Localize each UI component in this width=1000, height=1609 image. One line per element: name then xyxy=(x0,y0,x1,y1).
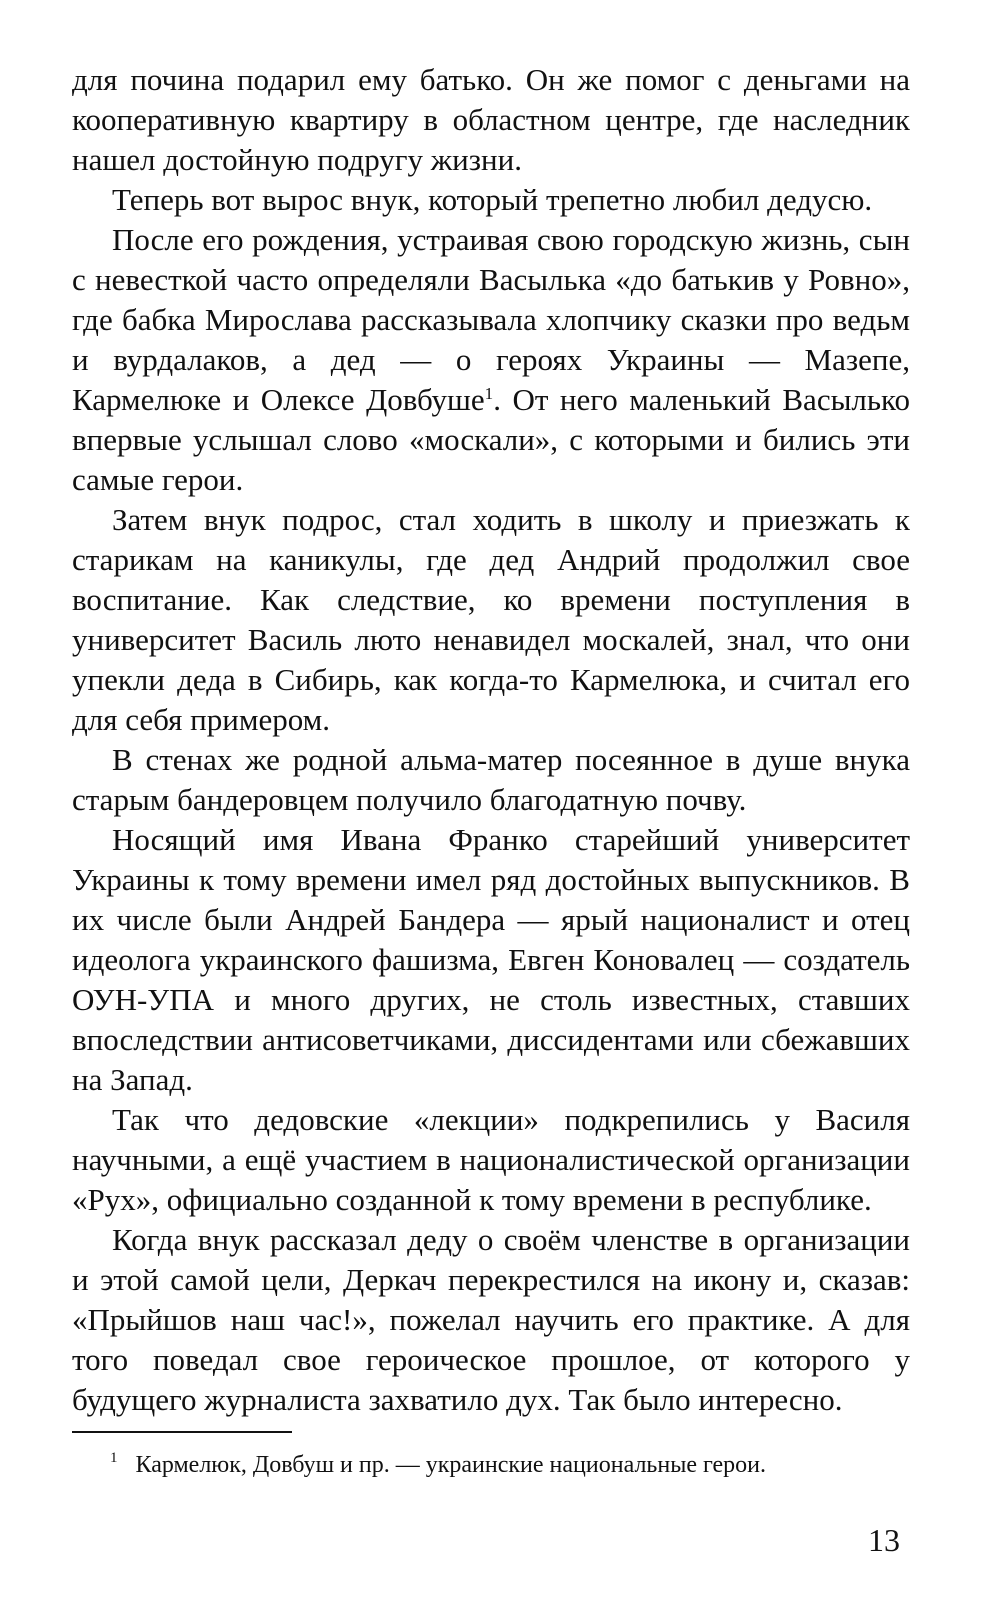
paragraph: Носящий имя Ивана Франко старейший университет Украины к тому времени имел ряд достойных выпускников. В их числе были Андрей Бандера — ярый националист и отец идеолога украинского фашизма, Евген Коновалец — создатель ОУН-УПА и много других, не столь известных, ставших впоследствии антисоветчиками, диссидентами или сбежавших на Запад. xyxy=(72,822,910,1097)
paragraph: для почина подарил ему батько. Он же помог с деньгами на кооперативную квартиру в областном центре, где наследник нашел достойную подругу жизни. xyxy=(72,62,910,177)
paragraph: В стенах же родной альма-матер посеянное в душе внука старым бандеровцем получило благодатную почву. xyxy=(72,742,910,817)
paragraph: Затем внук подрос, стал ходить в школу и приезжать к старикам на каникулы, где дед Андрий продолжил свое воспитание. Как следствие, ко времени поступления в университет Василь люто ненавидел москалей, знал, что они упекли деда в Сибирь, как когда-то Кармелюка, и считал его для себя примером. xyxy=(72,502,910,737)
footnote-marker: 1 xyxy=(110,1450,118,1466)
paragraph: Теперь вот вырос внук, который трепетно любил дедусю. xyxy=(112,182,873,217)
footnote-text: Кармелюк, Довбуш и пр. — украинские национальные герои. xyxy=(135,1452,767,1478)
footnote-divider xyxy=(72,1431,292,1433)
paragraph-part: После его рождения, устраивая свою городскую жизнь, сын с невесткой часто определяли Васылька «до батькив у Ровно», где бабка Мирослава рассказывала хлопчику сказки про ведьм и вурдалаков, а дед — о героях Украины — Мазепе, Кармелюке и Олексе Довбуше xyxy=(72,222,910,417)
footnote xyxy=(110,1443,766,1480)
page-number: 13 xyxy=(868,1522,900,1558)
paragraph: Так что дедовские «лекции» подкрепились у Василя научными, а ещё участием в националистической организации «Рух», официально созданной к тому времени в республике. xyxy=(72,1102,910,1217)
paragraph: Когда внук рассказал деду о своём членстве в организации и этой самой цели, Деркач перекрестился на икону и, сказав: «Прыйшов наш час!», пожелал научить его практике. А для того поведал свое героическое прошлое, от которого у будущего журналиста захватило дух. Так было интересно. xyxy=(72,1222,910,1417)
paragraph-part: . От него маленький Васылько впервые услышал слово «москали», с которыми и бились эти самые герои. xyxy=(72,382,910,497)
footnote-reference: 1 xyxy=(484,383,494,403)
paragraph-with-footnote-ref xyxy=(72,220,910,500)
body-text xyxy=(72,60,910,1420)
